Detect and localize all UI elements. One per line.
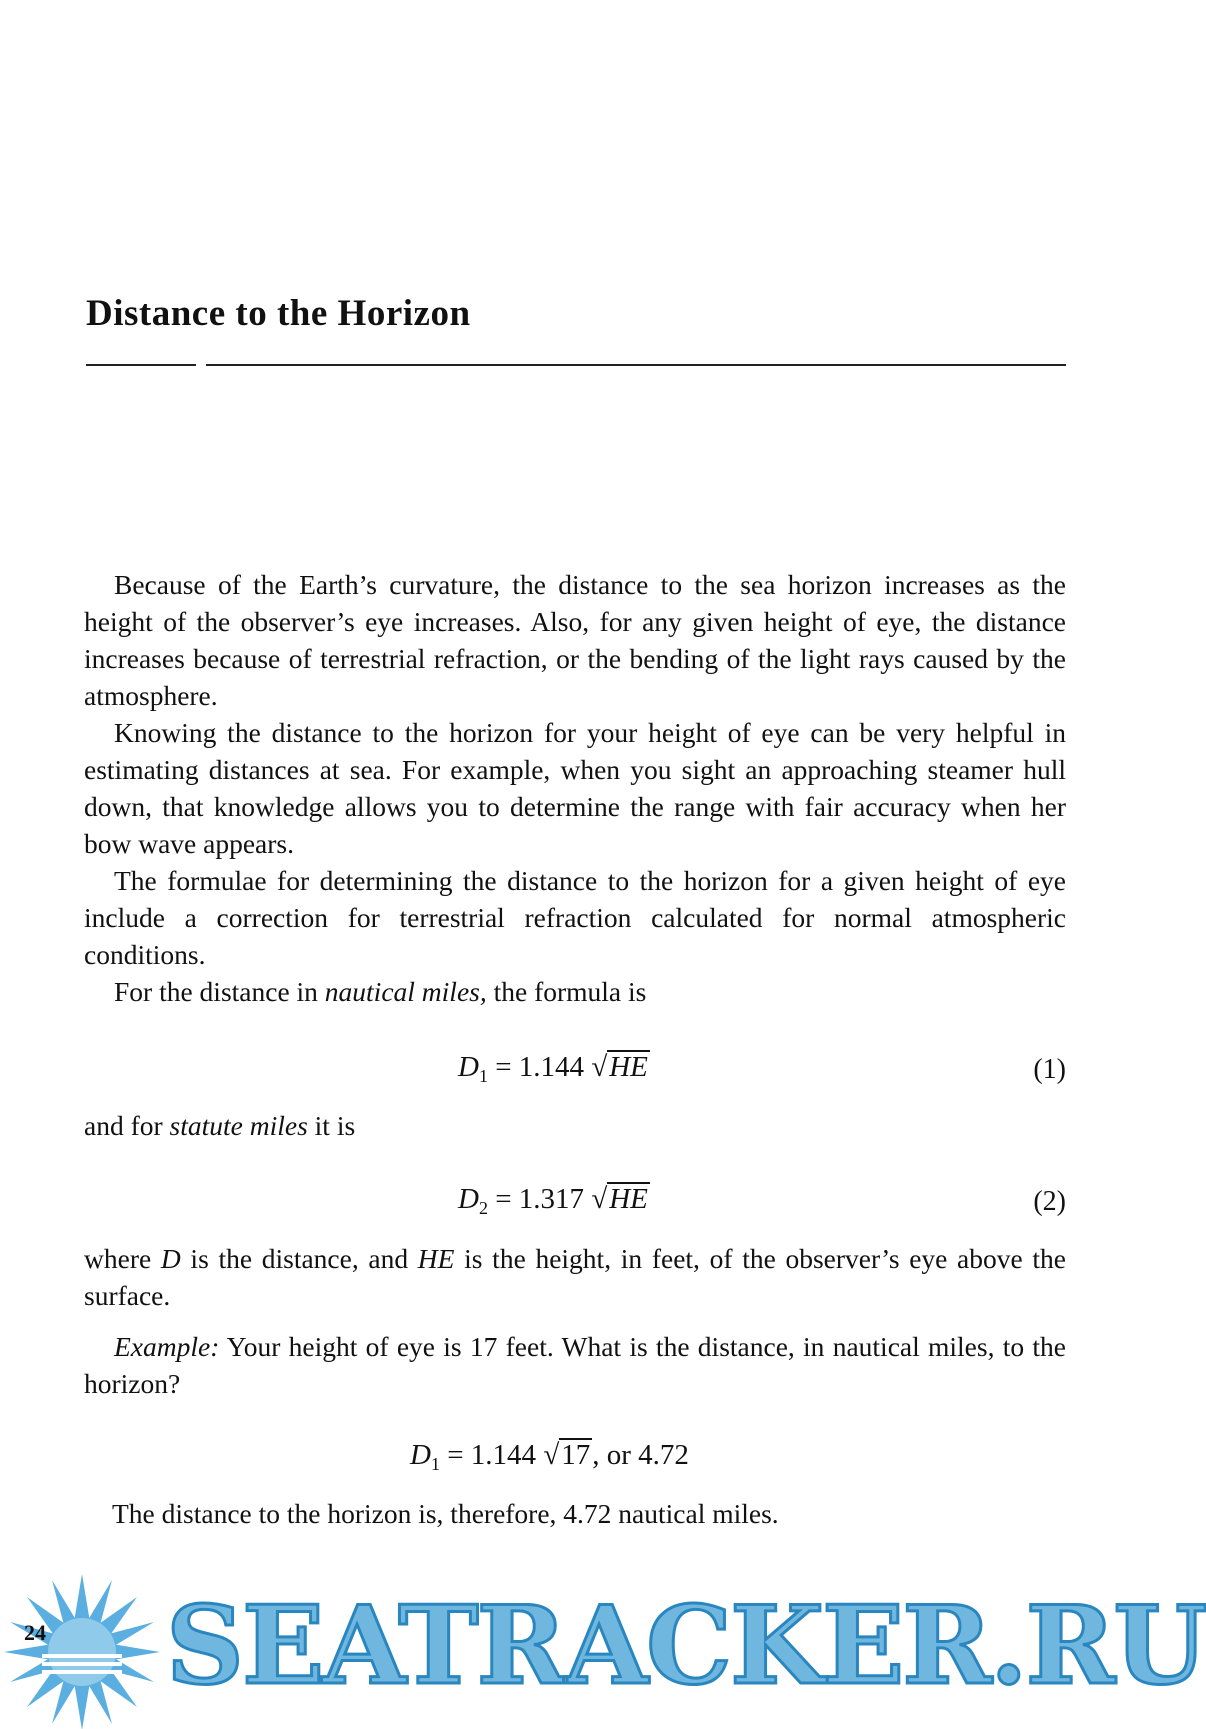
formula-3: $D_1 = 1.144$ √17, or 4.72 bbox=[410, 1439, 689, 1474]
title-rule bbox=[206, 364, 1066, 366]
watermark-text: SEATRACKER.RU bbox=[166, 1583, 1206, 1709]
page-title: Distance to the Horizon bbox=[86, 293, 471, 334]
page-number: 24 bbox=[24, 1620, 46, 1645]
title-rule bbox=[86, 364, 196, 366]
body-text bbox=[84, 566, 1066, 1010]
statute-intro: and for statute miles it is bbox=[84, 1110, 356, 1141]
paragraph: Because of the Earth’s curvature, the distance to the sea horizon increases as the height of the observer’s eye increases. Also, for any given height of eye, the distance increases because of terrestrial refraction, or the bending of the light rays caused by the atmosphere. bbox=[84, 569, 1066, 711]
formula-1: $D_1 = 1.144$ √HE bbox=[458, 1051, 648, 1086]
radical-icon: √ bbox=[543, 1439, 560, 1471]
radical-icon: √ bbox=[591, 1183, 608, 1215]
where-paragraph: where D is the distance, and HE is the height, in feet, of the observer’s eye above the surface. bbox=[84, 1243, 1066, 1311]
equation-number: (2) bbox=[1033, 1186, 1066, 1217]
conclusion: The distance to the horizon is, therefore, 4.72 nautical miles. bbox=[112, 1498, 779, 1529]
radical-icon: √ bbox=[591, 1051, 608, 1083]
paragraph: The formulae for determining the distance to the horizon for a given height of eye include a correction for terrestrial refraction calculated for normal atmospheric conditions. bbox=[84, 865, 1066, 970]
example-paragraph: Example: Your height of eye is 17 feet. What is the distance, in nautical miles, to the horizon? bbox=[84, 1331, 1066, 1399]
formula-intro: For the distance in nautical miles, the formula is bbox=[114, 976, 647, 1007]
formula-2: $D_2 = 1.317$ √HE bbox=[458, 1183, 648, 1218]
equation-number: (1) bbox=[1033, 1054, 1066, 1085]
paragraph: Knowing the distance to the horizon for your height of eye can be very helpful in estimating distances at sea. For example, when you sight an approaching steamer hull down, that knowledge allows you to determine the range with fair accuracy when her bow wave appears. bbox=[84, 717, 1066, 859]
